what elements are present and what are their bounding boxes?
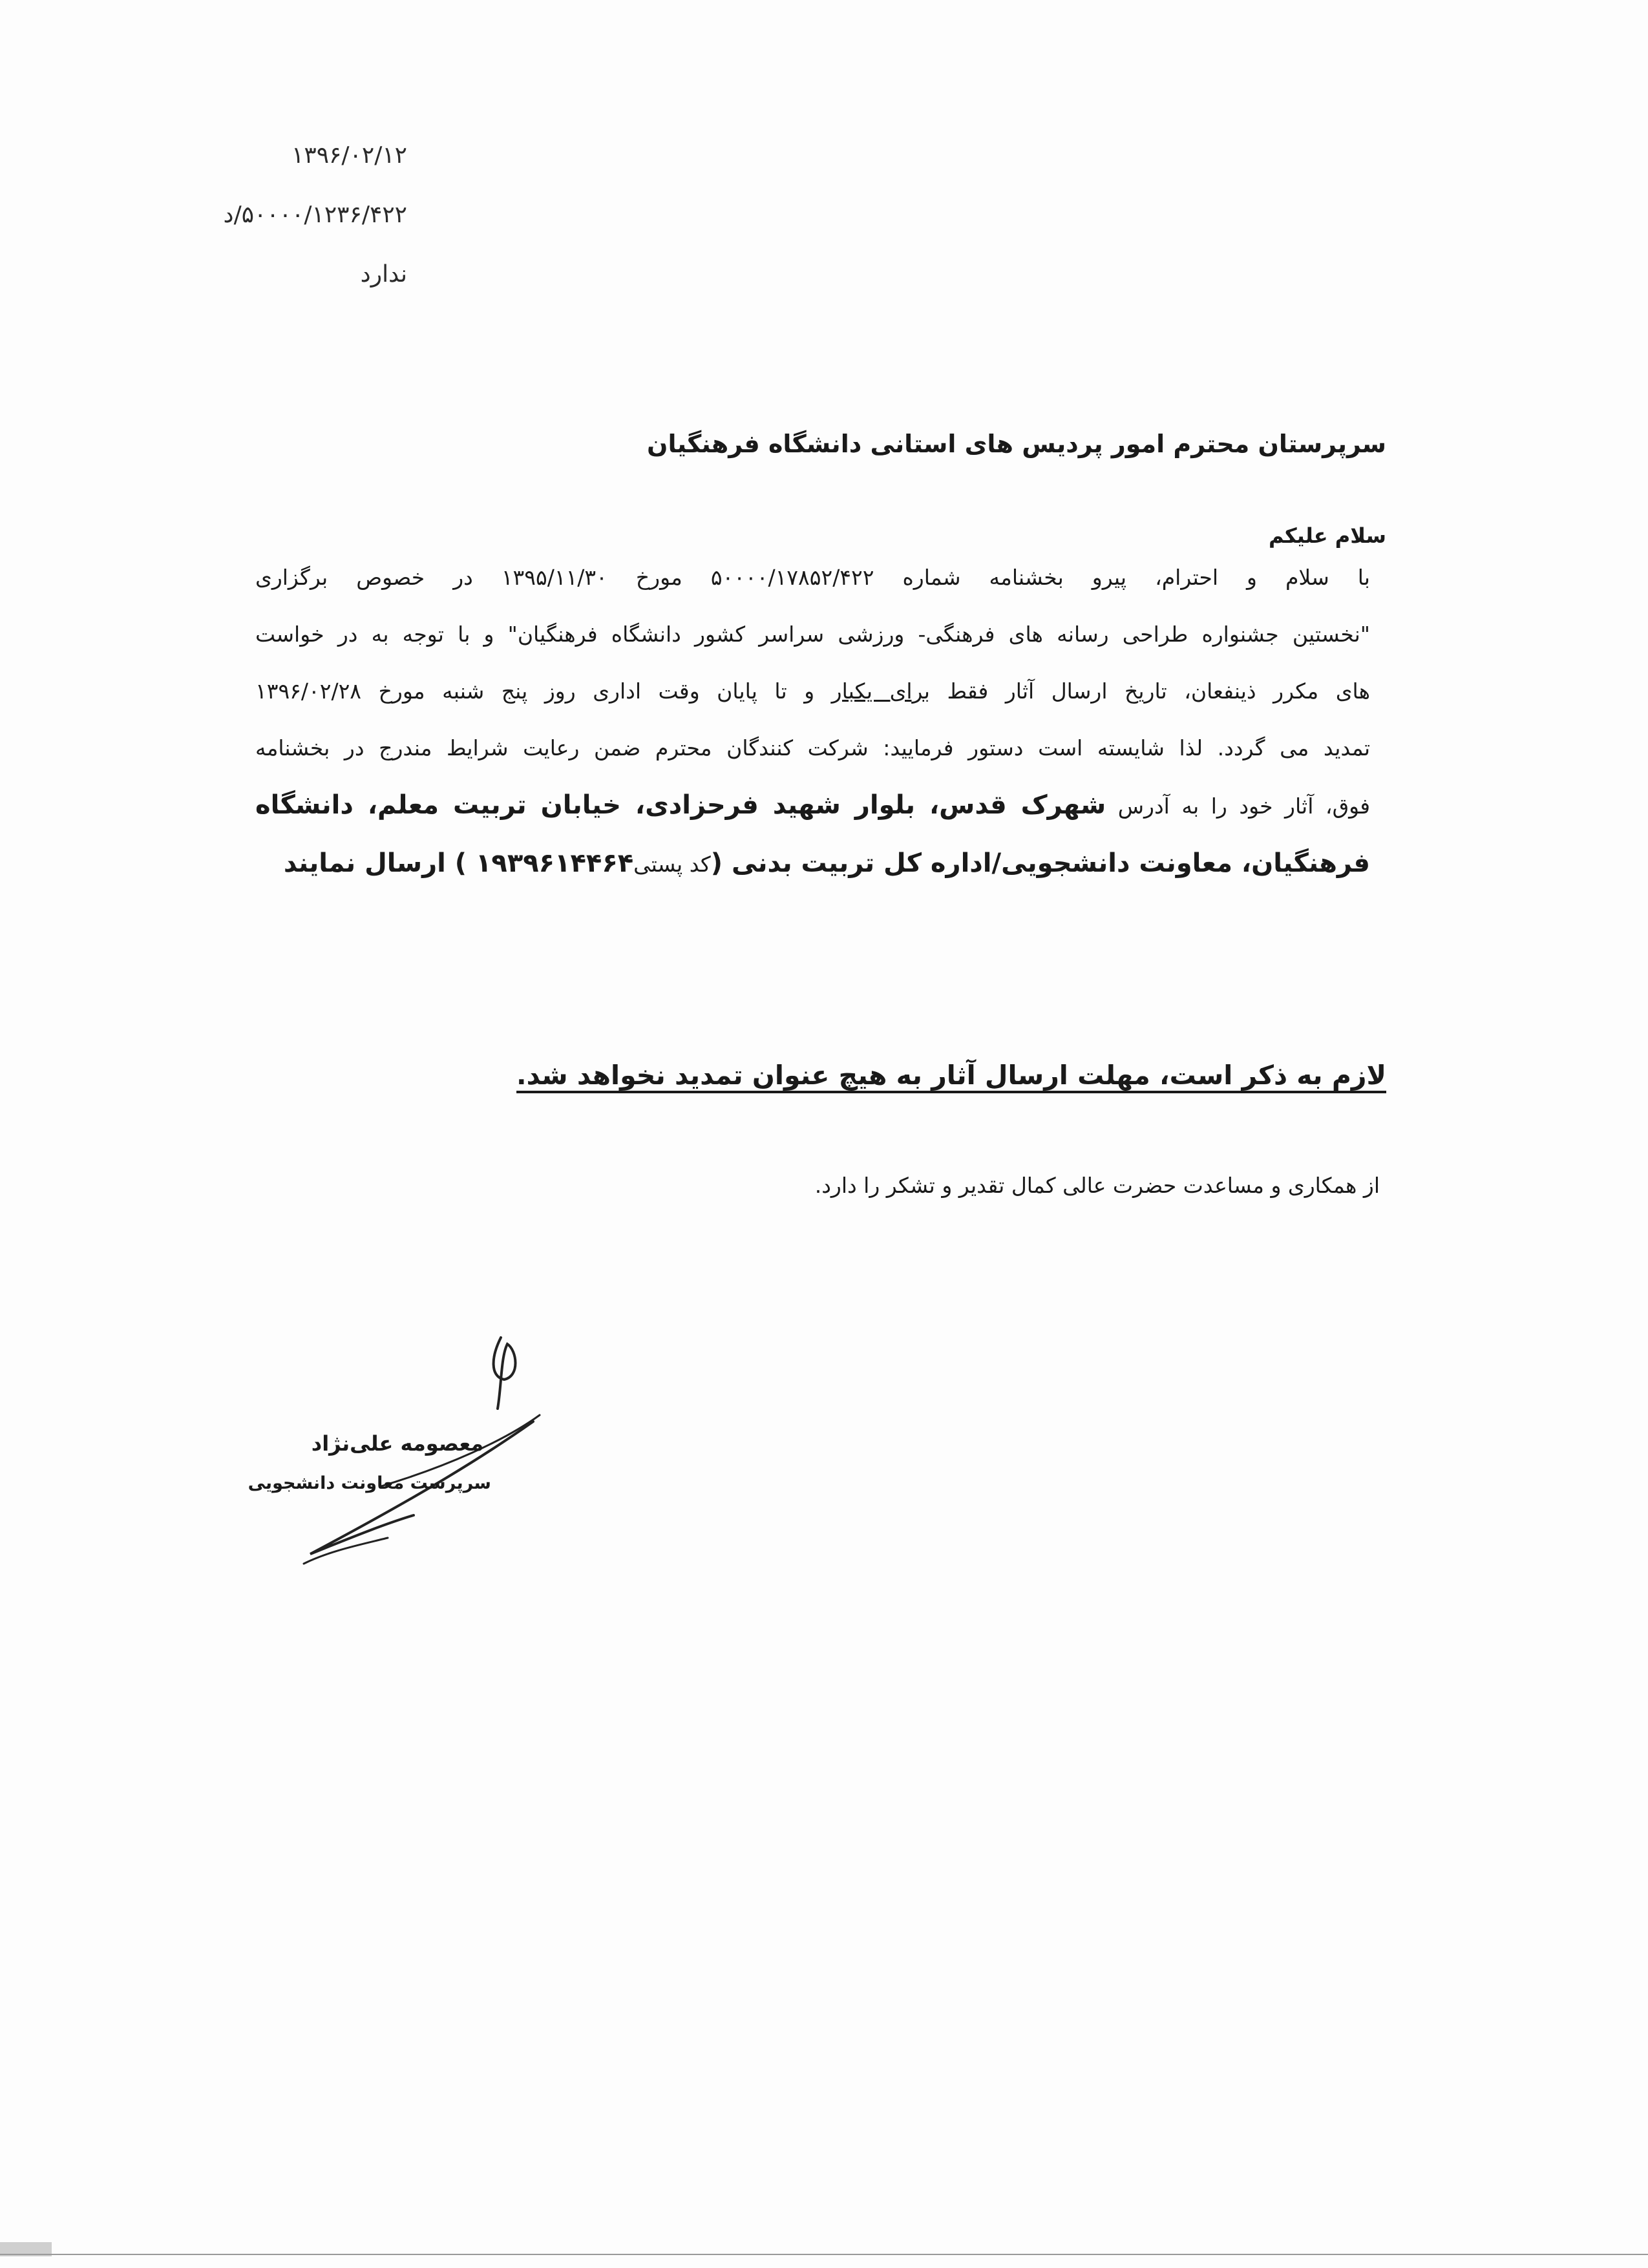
postal-code-and-action: ۱۹۳۹۶۱۴۴۶۴ ) ارسال نمایند [283, 848, 634, 878]
closing-sentence: از همکاری و مساعدت حضرت عالی کمال تقدیر و تشکر را دارد. [814, 1173, 1380, 1198]
body-line-6 [255, 835, 1370, 893]
postal-code-label: کد پستی [633, 852, 711, 877]
body-line-3-start: های مکرر ذینفعان، تاریخ ارسال آثار فقط [929, 678, 1371, 704]
body-line-5-start: فوق، آثار خود را به آدرس [1106, 793, 1370, 819]
letter-body [255, 549, 1370, 893]
recipient-heading: سرپرستان محترم امور پردیس های استانی دانشگاه فرهنگیان [647, 430, 1386, 458]
letter-date: ۱۳۹۶/۰۲/۱۲ [291, 142, 407, 169]
deadline-notice: لازم به ذکر است، مهلت ارسال آثار به هیچ عنوان تمدید نخواهد شد. [516, 1060, 1386, 1091]
body-line-1: با سلام و احترام، پیرو بخشنامه شماره ۵۰۰۰۰/۱۷۸۵۲/۴۲۲ مورخ ۱۳۹۵/۱۱/۳۰ در خصوص برگزاری [255, 565, 1370, 590]
address-part-2: فرهنگیان، معاونت دانشجویی/اداره کل تربیت بدنی ( [710, 848, 1370, 878]
body-line-3 [255, 663, 1370, 720]
letter-meta [174, 126, 407, 304]
letter-number: ۵۰۰۰۰/۱۲۳۶/۴۲۲/د [223, 202, 407, 228]
footer-rule [0, 2254, 1648, 2255]
body-line-4: تمدید می گردد. لذا شایسته است دستور فرمایید: شرکت کنندگان محترم ضمن رعایت شرایط مندرج در بخشنامه [255, 735, 1370, 761]
body-line-3-end: و تا پایان وقت اداری روز پنج شنبه مورخ ۱۳۹۶/۰۲/۲۸ [255, 678, 832, 704]
signer-name: معصومه علی‌نژاد [311, 1431, 484, 1456]
signer-title: سرپرست معاونت دانشجویی [248, 1473, 491, 1493]
body-line-2: "نخستین جشنواره طراحی رسانه های فرهنگی- ورزشی سراسر کشور دانشگاه فرهنگیان" و با توجه به در خواست [255, 622, 1370, 647]
greeting: سلام علیکم [1268, 523, 1386, 548]
letter-attachment: ندارد [360, 261, 407, 288]
once-only-phrase: برای یکبار [831, 678, 930, 704]
body-line-5 [255, 777, 1370, 835]
address-part-1: شهرک قدس، بلوار شهید فرحزادی، خیابان تربیت معلم، دانشگاه [255, 790, 1106, 820]
